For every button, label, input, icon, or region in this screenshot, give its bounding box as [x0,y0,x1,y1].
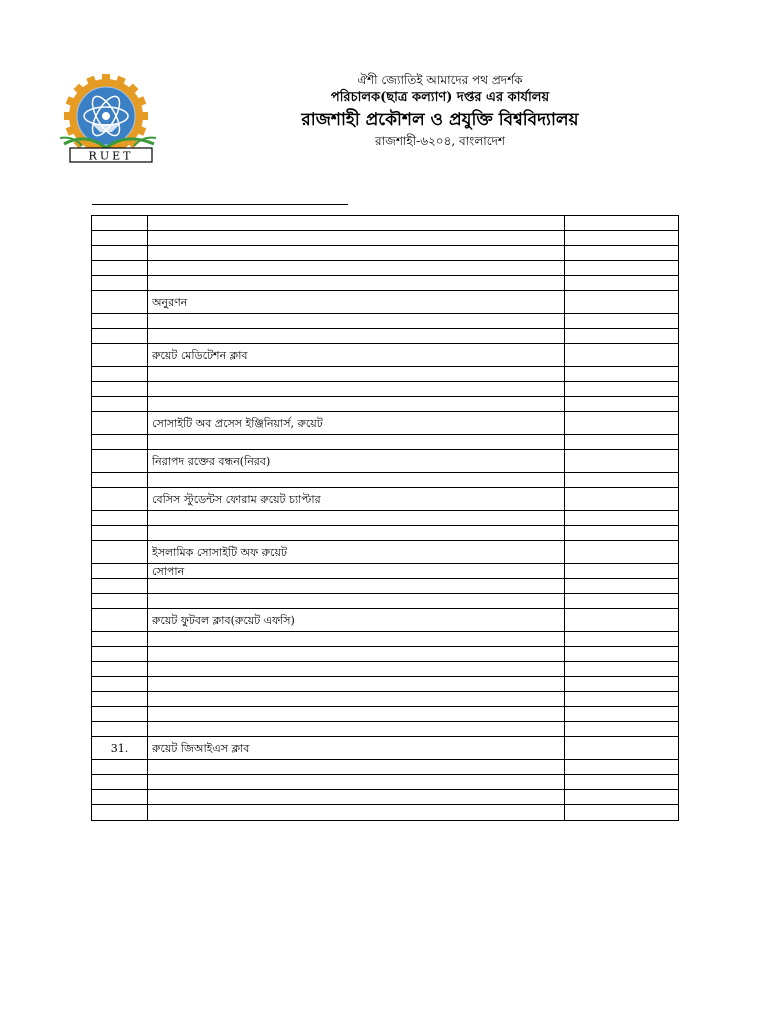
remarks-cell [565,488,679,511]
gear-emblem-icon [56,72,172,164]
table-row [92,216,679,231]
serial-cell [92,291,148,314]
serial-cell [92,367,148,382]
serial-cell [92,541,148,564]
table-row [92,261,679,276]
club-name-cell: ইসলামিক সোসাইটি অফ রুয়েট [148,541,565,564]
table-row [92,412,679,435]
table-row [92,737,679,760]
table-row [92,677,679,692]
remarks-cell [565,382,679,397]
club-name-cell [148,231,565,246]
club-name-cell [148,775,565,790]
table-row [92,473,679,488]
club-name-cell: রুয়েট জিআইএস ক্লাব [148,737,565,760]
remarks-cell [565,276,679,291]
remarks-cell [565,231,679,246]
club-name-cell [148,760,565,775]
club-name-cell [148,276,565,291]
serial-cell [92,579,148,594]
remarks-cell [565,692,679,707]
ruet-logo [56,72,172,164]
club-name-cell: নিরাপদ রক্তের বন্ধন(নিরব) [148,450,565,473]
serial-cell [92,231,148,246]
table-row [92,231,679,246]
club-name-cell [148,707,565,722]
club-name-cell [148,367,565,382]
remarks-cell [565,609,679,632]
logo-ruet-text: RUET [88,149,134,163]
table-row [92,511,679,526]
remarks-cell [565,579,679,594]
remarks-cell [565,511,679,526]
serial-cell [92,261,148,276]
office-name: পরিচালক(ছাত্র কল্যাণ) দপ্তর এর কার্যালয় [330,90,550,105]
serial-cell [92,790,148,805]
club-table [91,215,679,821]
motto: ঐশী জ্যোতিই আমাদের পথ প্রদর্শক [357,73,523,87]
serial-cell [92,594,148,609]
club-name-cell: অনুরণন [148,291,565,314]
remarks-cell [565,707,679,722]
club-name-cell [148,594,565,609]
serial-cell [92,329,148,344]
table-row [92,692,679,707]
serial-cell [92,775,148,790]
table-row [92,488,679,511]
serial-cell [92,632,148,647]
serial-cell [92,488,148,511]
letterhead [250,72,630,150]
remarks-cell [565,344,679,367]
remarks-cell [565,291,679,314]
table-row [92,760,679,775]
serial-cell [92,511,148,526]
serial-cell [92,216,148,231]
serial-cell [92,450,148,473]
club-name-cell [148,314,565,329]
club-name-cell [148,435,565,450]
table-row [92,609,679,632]
table-row [92,579,679,594]
club-name-cell: সোপান [148,564,565,579]
remarks-cell [565,632,679,647]
remarks-cell [565,760,679,775]
club-name-cell [148,397,565,412]
club-name-cell [148,805,565,821]
table-row [92,775,679,790]
club-name-cell [148,382,565,397]
serial-cell [92,382,148,397]
club-name-cell [148,632,565,647]
remarks-cell [565,662,679,677]
club-name-cell [148,526,565,541]
club-name-cell [148,647,565,662]
serial-cell [92,473,148,488]
serial-cell [92,435,148,450]
serial-cell [92,412,148,435]
remarks-cell [565,246,679,261]
table-row [92,526,679,541]
remarks-cell [565,435,679,450]
serial-cell [92,564,148,579]
serial-cell [92,344,148,367]
table-row [92,662,679,677]
serial-cell [92,692,148,707]
serial-cell [92,647,148,662]
table-row [92,594,679,609]
remarks-cell [565,775,679,790]
table-row [92,541,679,564]
serial-cell [92,276,148,291]
table-row [92,329,679,344]
table-row [92,450,679,473]
club-name-cell [148,677,565,692]
table-row [92,564,679,579]
serial-cell [92,707,148,722]
club-name-cell: রুয়েট ফুটবল ক্লাব(রুয়েট এফসি) [148,609,565,632]
table-row [92,367,679,382]
club-name-cell: রুয়েট মেডিটেশন ক্লাব [148,344,565,367]
club-name-cell: সোসাইটি অব প্রসেস ইঞ্জিনিয়ার্স, রুয়েট [148,412,565,435]
serial-cell [92,805,148,821]
serial-cell [92,526,148,541]
club-name-cell: বেসিস স্টুডেন্টস ফোরাম রুয়েট চ্যাপ্টার [148,488,565,511]
serial-cell [92,677,148,692]
serial-cell [92,246,148,261]
table-row [92,805,679,821]
table-row [92,382,679,397]
signature-line [92,204,348,205]
table-row [92,344,679,367]
table-row [92,435,679,450]
club-name-cell [148,662,565,677]
serial-cell [92,760,148,775]
address: রাজশাহী-৬২০৪, বাংলাদেশ [375,134,505,148]
table-row [92,707,679,722]
remarks-cell [565,473,679,488]
table-row [92,790,679,805]
remarks-cell [565,526,679,541]
serial-cell [92,662,148,677]
club-name-cell [148,722,565,737]
club-name-cell [148,511,565,526]
club-name-cell [148,790,565,805]
club-name-cell [148,246,565,261]
remarks-cell [565,216,679,231]
remarks-cell [565,647,679,662]
remarks-cell [565,722,679,737]
club-name-cell [148,329,565,344]
remarks-cell [565,564,679,579]
remarks-cell [565,261,679,276]
table-row [92,647,679,662]
table-row [92,632,679,647]
remarks-cell [565,790,679,805]
table-row [92,314,679,329]
serial-cell [92,722,148,737]
remarks-cell [565,541,679,564]
table-row [92,276,679,291]
club-name-cell [148,473,565,488]
remarks-cell [565,329,679,344]
club-name-cell [148,692,565,707]
remarks-cell [565,367,679,382]
remarks-cell [565,594,679,609]
remarks-cell [565,737,679,760]
serial-cell [92,314,148,329]
club-name-cell [148,216,565,231]
remarks-cell [565,677,679,692]
remarks-cell [565,805,679,821]
table-row [92,722,679,737]
serial-cell: 31. [92,737,148,760]
table-row [92,246,679,261]
table-row [92,291,679,314]
serial-cell [92,609,148,632]
remarks-cell [565,412,679,435]
club-name-cell [148,261,565,276]
university-name: রাজশাহী প্রকৌশল ও প্রযুক্তি বিশ্ববিদ্যালয় [301,110,579,130]
table-row [92,397,679,412]
remarks-cell [565,314,679,329]
club-name-cell [148,579,565,594]
remarks-cell [565,450,679,473]
serial-cell [92,397,148,412]
remarks-cell [565,397,679,412]
